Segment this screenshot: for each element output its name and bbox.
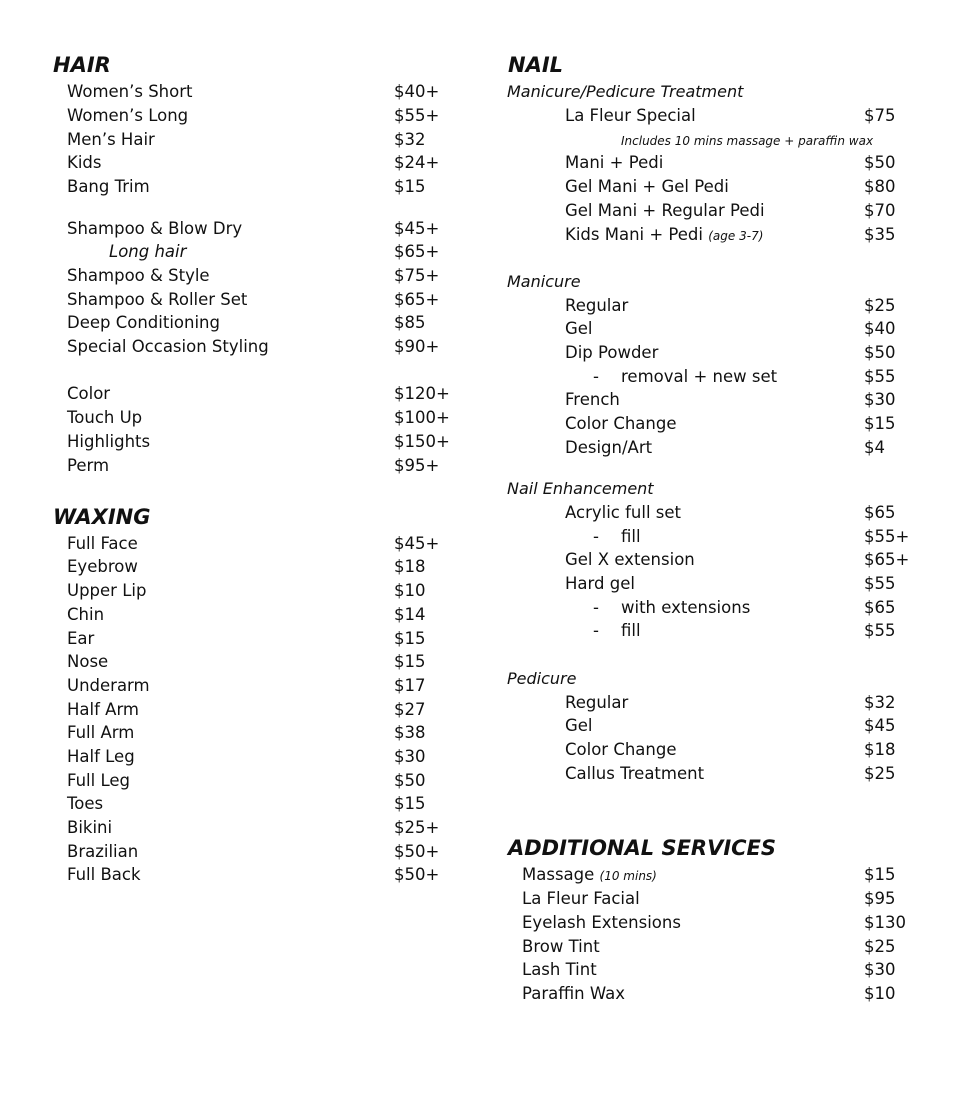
manicure-item-price: $40: [864, 319, 896, 338]
nail-item-price: $70: [864, 201, 896, 220]
hair-item-price: $95+: [394, 456, 440, 475]
pedicure-item-name: Color Change: [565, 740, 677, 759]
hair-item-name: Color: [67, 384, 111, 403]
additional-item-name: La Fleur Facial: [522, 889, 640, 908]
manicure-item-name: removal + new set: [621, 367, 778, 386]
hair-item-name: Shampoo & Roller Set: [67, 290, 248, 309]
hair-item-price: $90+: [394, 337, 440, 356]
waxing-item-price: $50+: [394, 865, 440, 884]
enhancement-item-price: $65: [864, 598, 896, 617]
additional-item-price: $10: [864, 984, 896, 1003]
pedicure-item-name: Gel: [565, 716, 593, 735]
hair-item-name: Touch Up: [67, 408, 143, 427]
pedicure-item-price: $25: [864, 764, 896, 783]
waxing-item-name: Nose: [67, 652, 109, 671]
enhancement-item-price: $55+: [864, 527, 910, 546]
enhancement-item-price: $65+: [864, 550, 910, 569]
dash-bullet: -: [593, 367, 599, 386]
section-title-additional-services: ADDITIONAL SERVICES: [508, 836, 777, 860]
manicure-item-price: $30: [864, 390, 896, 409]
section-title-waxing: WAXING: [53, 505, 151, 529]
manicure-item-price: $25: [864, 296, 896, 315]
pedicure-item-price: $18: [864, 740, 896, 759]
hair-item-price: $100+: [394, 408, 450, 427]
waxing-item-name: Full Leg: [67, 771, 130, 790]
hair-item-name: Women’s Short: [67, 82, 193, 101]
enhancement-item-name: with extensions: [621, 598, 751, 617]
nail-item-price: $50: [864, 153, 896, 172]
waxing-item-price: $18: [394, 557, 426, 576]
hair-item-name: Highlights: [67, 432, 151, 451]
additional-item-name: Massage: [522, 865, 595, 884]
subsection-title-enhancement: Nail Enhancement: [507, 479, 654, 498]
pedicure-item-price: $45: [864, 716, 896, 735]
subsection-title-treatment: Manicure/Pedicure Treatment: [507, 82, 744, 101]
nail-item-name: Kids Mani + Pedi: [565, 225, 703, 244]
waxing-item-name: Eyebrow: [67, 557, 138, 576]
manicure-item-name: French: [565, 390, 620, 409]
additional-item-price: $130: [864, 913, 906, 932]
additional-item-name-with-note: [522, 865, 657, 886]
additional-item-name: Brow Tint: [522, 937, 600, 956]
hair-item-price: $55+: [394, 106, 440, 125]
waxing-item-name: Half Leg: [67, 747, 135, 766]
subsection-title-pedicure: Pedicure: [507, 669, 577, 688]
hair-item-price: $85: [394, 313, 426, 332]
hair-item-price: $45+: [394, 219, 440, 238]
dash-bullet: -: [593, 527, 599, 546]
pedicure-item-price: $32: [864, 693, 896, 712]
additional-item-price: $95: [864, 889, 896, 908]
manicure-item-name: Design/Art: [565, 438, 653, 457]
nail-item-price: $35: [864, 225, 896, 244]
waxing-item-price: $27: [394, 700, 426, 719]
additional-item-name: Eyelash Extensions: [522, 913, 681, 932]
waxing-item-price: $50: [394, 771, 426, 790]
waxing-item-name: Chin: [67, 605, 105, 624]
pedicure-item-name: Regular: [565, 693, 629, 712]
waxing-item-name: Half Arm: [67, 700, 140, 719]
section-title-hair: HAIR: [53, 53, 111, 77]
additional-item-name: Paraffin Wax: [522, 984, 626, 1003]
hair-item-price: $32: [394, 130, 426, 149]
enhancement-item-name: Gel X extension: [565, 550, 695, 569]
hair-item-name: Women’s Long: [67, 106, 189, 125]
nail-item-price: $75: [864, 106, 896, 125]
enhancement-item-name: fill: [621, 527, 641, 546]
hair-item-name: Shampoo & Blow Dry: [67, 219, 243, 238]
nail-item-name: La Fleur Special: [565, 106, 696, 125]
waxing-item-price: $14: [394, 605, 426, 624]
waxing-item-name: Full Arm: [67, 723, 135, 742]
dash-bullet: -: [593, 621, 599, 640]
hair-item-price: $24+: [394, 153, 440, 172]
additional-item-price: $25: [864, 937, 896, 956]
waxing-item-price: $17: [394, 676, 426, 695]
manicure-item-price: $4: [864, 438, 885, 457]
hair-item-name: Kids: [67, 153, 102, 172]
hair-item-price: $40+: [394, 82, 440, 101]
waxing-item-price: $15: [394, 652, 426, 671]
waxing-item-name: Full Back: [67, 865, 141, 884]
additional-item-price: $15: [864, 865, 896, 884]
hair-item-name: Men’s Hair: [67, 130, 155, 149]
section-title-nail: NAIL: [508, 53, 564, 77]
waxing-item-price: $25+: [394, 818, 440, 837]
waxing-item-price: $15: [394, 629, 426, 648]
dash-bullet: -: [593, 598, 599, 617]
manicure-item-name: Gel: [565, 319, 593, 338]
waxing-item-price: $30: [394, 747, 426, 766]
manicure-item-name: Color Change: [565, 414, 677, 433]
enhancement-item-name: Hard gel: [565, 574, 635, 593]
age-note: (age 3-7): [708, 229, 764, 243]
waxing-item-name: Toes: [67, 794, 104, 813]
hair-item-price: $150+: [394, 432, 450, 451]
waxing-item-name: Underarm: [67, 676, 150, 695]
manicure-item-price: $55: [864, 367, 896, 386]
enhancement-item-name: fill: [621, 621, 641, 640]
nail-item-name: Gel Mani + Regular Pedi: [565, 201, 765, 220]
subsection-title-manicure: Manicure: [507, 272, 581, 291]
hair-item-price: $120+: [394, 384, 450, 403]
manicure-item-name: Regular: [565, 296, 629, 315]
hair-item-name: Deep Conditioning: [67, 313, 220, 332]
duration-note: (10 mins): [599, 869, 657, 883]
waxing-item-price: $15: [394, 794, 426, 813]
hair-item-price: $65+: [394, 242, 440, 261]
enhancement-item-price: $55: [864, 621, 896, 640]
special-note: Includes 10 mins massage + paraffin wax: [621, 134, 874, 148]
waxing-item-price: $38: [394, 723, 426, 742]
enhancement-item-price: $55: [864, 574, 896, 593]
hair-item-name: Long hair: [109, 242, 187, 261]
hair-item-name: Shampoo & Style: [67, 266, 210, 285]
manicure-item-name: Dip Powder: [565, 343, 659, 362]
hair-item-price: $15: [394, 177, 426, 196]
pedicure-item-name: Callus Treatment: [565, 764, 705, 783]
hair-item-price: $75+: [394, 266, 440, 285]
nail-item-price: $80: [864, 177, 896, 196]
waxing-item-name: Upper Lip: [67, 581, 147, 600]
nail-item-name: Gel Mani + Gel Pedi: [565, 177, 729, 196]
waxing-item-price: $50+: [394, 842, 440, 861]
hair-item-name: Special Occasion Styling: [67, 337, 269, 356]
waxing-item-name: Full Face: [67, 534, 138, 553]
hair-item-name: Bang Trim: [67, 177, 150, 196]
waxing-item-name: Brazilian: [67, 842, 139, 861]
manicure-item-price: $15: [864, 414, 896, 433]
waxing-item-name: Ear: [67, 629, 95, 648]
additional-item-name: Lash Tint: [522, 960, 597, 979]
manicure-item-price: $50: [864, 343, 896, 362]
enhancement-item-name: Acrylic full set: [565, 503, 681, 522]
waxing-item-name: Bikini: [67, 818, 113, 837]
nail-item-name-with-note: [565, 225, 763, 246]
nail-item-name: Mani + Pedi: [565, 153, 664, 172]
waxing-item-price: $10: [394, 581, 426, 600]
hair-item-name: Perm: [67, 456, 110, 475]
waxing-item-price: $45+: [394, 534, 440, 553]
additional-item-price: $30: [864, 960, 896, 979]
enhancement-item-price: $65: [864, 503, 896, 522]
hair-item-price: $65+: [394, 290, 440, 309]
